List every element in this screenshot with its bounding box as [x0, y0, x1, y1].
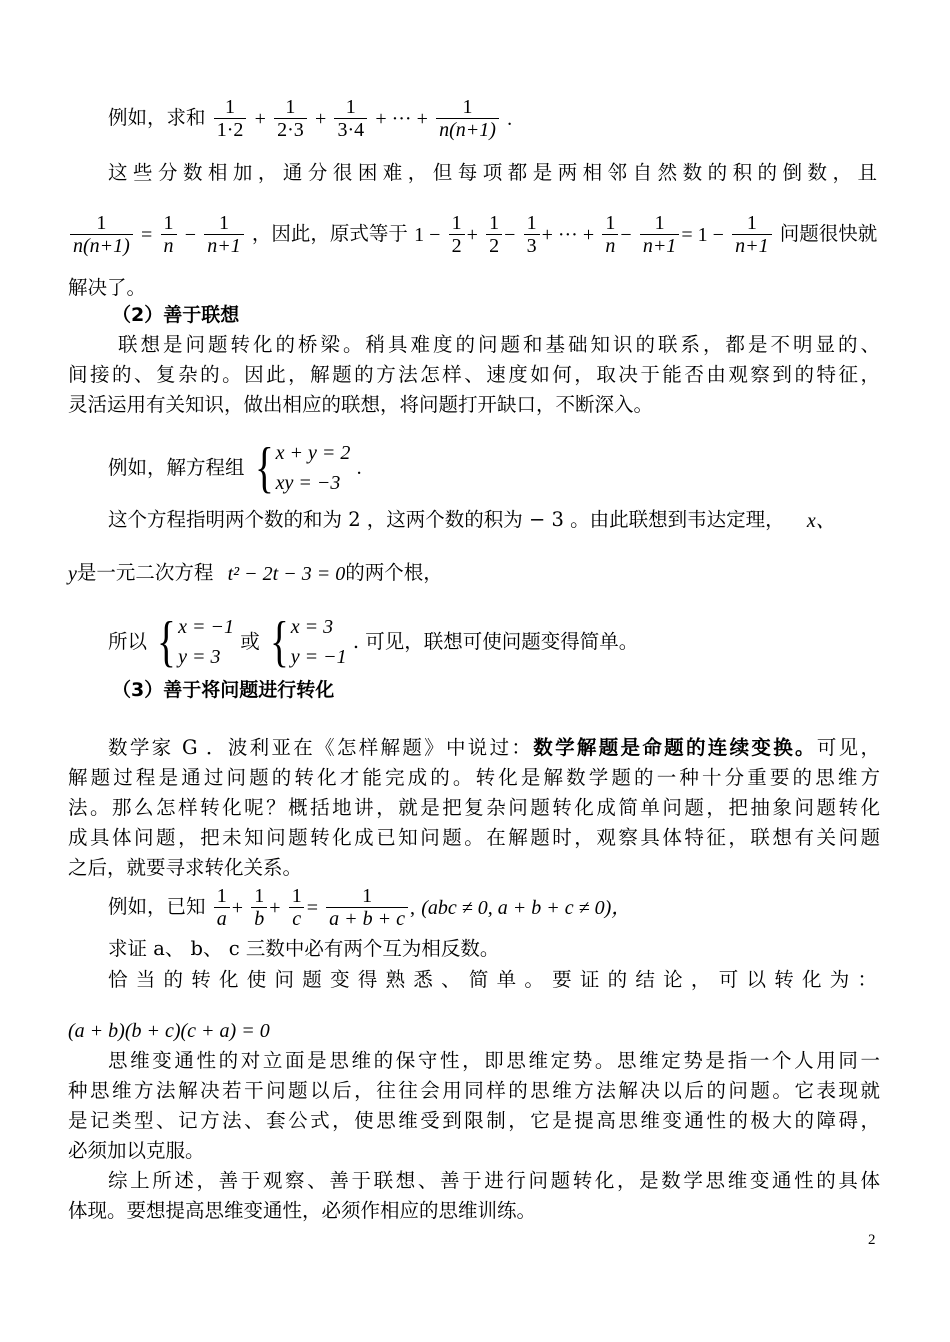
paragraph-5-line-2: 体现。要想提高思维变通性，必须作相应的思维训练。	[68, 1199, 537, 1222]
paragraph-3-line-1: 数学家 G ．波利亚在《怎样解题》中说过：数学解题是命题的连续变换。可见，	[108, 736, 880, 759]
example2-system-line: 例如，解方程组 { x + y = 2 xy = −3 .	[108, 437, 362, 499]
fraction: $\frac{1}{3\cdot 4}$	[334, 96, 367, 141]
solution-system-1: { x = −1 y = 3	[157, 611, 234, 673]
example2-solution-line: 所以 { x = −1 y = 3 或 { x = 3 y = −1 . 可见，联想可使问题变得简单。	[108, 611, 639, 673]
paragraph-4-line-1: 思维变通性的对立面是思维的保守性，即思维定势。思维定势是指一个人用同一	[108, 1049, 880, 1072]
fraction: $\frac{1}{n(n+1)}$	[436, 96, 499, 141]
example2-text-1: 这个方程指明两个数的和为 2 ，这两个数的积为 − 3 。由此联想到韦达定理， x、	[108, 508, 836, 532]
example2-text-2: y是一元二次方程 t² − 2t − 3 = 0的两个根，	[68, 561, 443, 585]
solution-system-2: { x = 3 y = −1	[269, 611, 347, 673]
paragraph-2-line-3: 灵活运用有关知识，做出相应的联想，将问题打开缺口，不断深入。	[68, 393, 654, 416]
paragraph-5-line-1: 综上所述，善于观察、善于联想、善于进行问题转化，是数学思维变通性的具体	[108, 1169, 880, 1192]
paragraph-2-line-2: 间接的、复杂的。因此，解题的方法怎样、速度如何，取决于能否由观察到的特征，	[68, 363, 880, 386]
example3-transform: 恰当的转化使问题变得熟悉、简单。要证的结论，可以转化为：	[108, 968, 880, 991]
paragraph-3-line-4: 成具体问题，把未知问题转化成已知问题。在解题时，观察具体特征，联想有关问题	[68, 826, 880, 849]
example1-solved: 解决了。	[68, 276, 147, 299]
fraction: $\frac{1}{2\cdot 3}$	[274, 96, 307, 141]
example3-prove: 求证 a、 b、 c 三数中必有两个互为相反数。	[108, 937, 500, 960]
section-heading-3: （3）善于将问题进行转化	[112, 679, 335, 701]
page-number: 2	[868, 1232, 876, 1248]
paragraph-3-line-3: 法。那么怎样转化呢？概括地讲，就是把复杂问题转化成简单问题，把抽象问题转化	[68, 796, 880, 819]
example1-identity-line: $\frac{1}{n(n+1)}$ = $\frac{1}{n}$ − $\frac{1}{n+1}$ ，因此，原式等于 1 − $\frac{1}{2}$ + $\frac{1}{2}$ − $\frac{1}{3}$ + ··· + $\frac{1}{n}$ − $\frac{1}{n+1}$ = 1 − $\frac{1}{n+1}$ 问题很快就	[68, 212, 880, 257]
example1-explanation: 这些分数相加，通分很困难，但每项都是两相邻自然数的积的倒数，且	[108, 161, 880, 184]
paragraph-3-line-2: 解题过程是通过问题的转化才能完成的。转化是解数学题的一种十分重要的思维方	[68, 766, 880, 789]
example3-equation: (a + b)(b + c)(c + a) = 0	[68, 1020, 270, 1042]
example1-sum-line: 例如，求和 $\frac{1}{1\cdot 2}$ + $\frac{1}{2\cdot 3}$ + $\frac{1}{3\cdot 4}$ + ··· + $\frac{1}{n(n+1)}$ .	[108, 96, 513, 141]
paragraph-4-line-2: 种思维方法解决若干问题以后，往往会用同样的思维方法解决以后的问题。它表现就	[68, 1079, 880, 1102]
paragraph-2-line-1: 联想是问题转化的桥梁。稍具难度的问题和基础知识的联系，都是不明显的、	[118, 333, 880, 356]
paragraph-4-line-4: 必须加以克服。	[68, 1139, 205, 1162]
equation-system: { x + y = 2 xy = −3	[254, 437, 351, 499]
section-heading-2: （2）善于联想	[112, 304, 240, 326]
paragraph-4-line-3: 是记类型、记方法、套公式，使思维受到限制，它是提高思维变通性的极大的障碍，	[68, 1109, 880, 1132]
fraction: $\frac{1}{1\cdot 2}$	[214, 96, 247, 141]
example3-given-line: 例如，已知 $\frac{1}{a}$ + $\frac{1}{b}$ + $\frac{1}{c}$ = $\frac{1}{a + b + c}$ , (abc ≠ 0, a + b + c ≠ 0)，	[108, 885, 632, 930]
paragraph-3-line-5: 之后，就要寻求转化关系。	[68, 856, 303, 879]
